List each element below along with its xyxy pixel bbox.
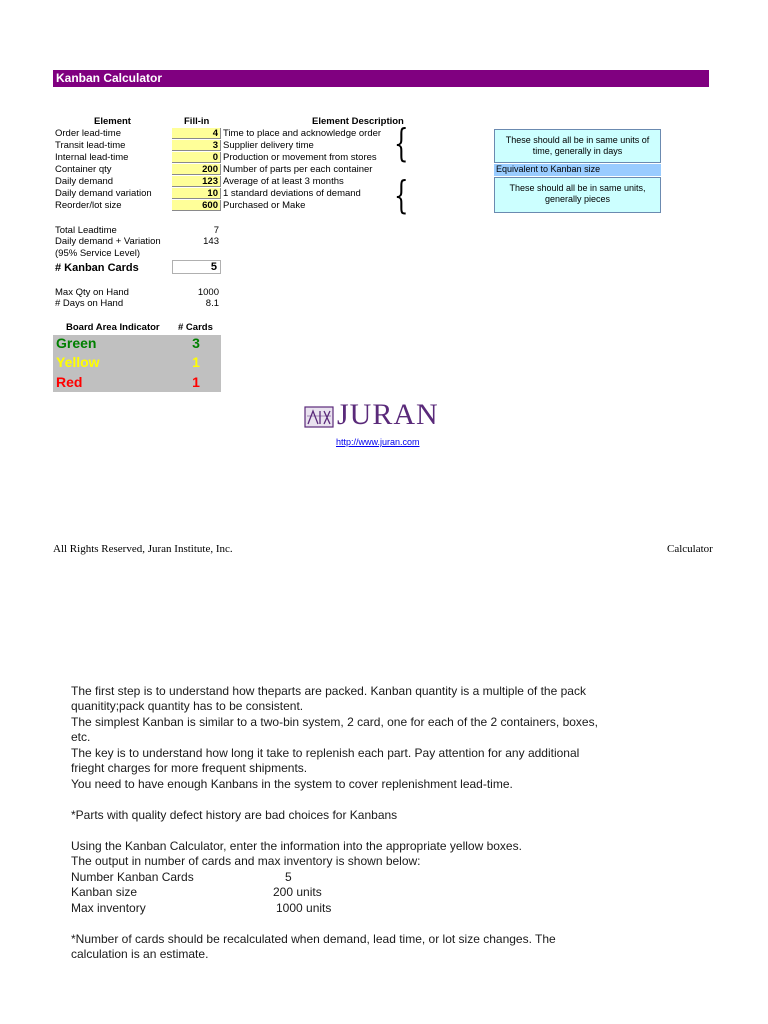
row-label: Container qty	[55, 164, 112, 175]
footer-sheet-name: Calculator	[667, 543, 713, 555]
header-element: Element	[94, 116, 131, 127]
row-label: Transit lead-time	[55, 140, 126, 151]
juran-emblem-icon	[304, 404, 334, 430]
instruction-line: frieght charges for more frequent shipments.	[71, 761, 308, 775]
instruction-note: *Parts with quality defect history are bad choices for Kanbans	[71, 808, 398, 822]
instruction-line: The simplest Kanban is similar to a two-bin system, 2 card, one for each of the 2 containers, boxes,	[71, 715, 598, 729]
ddv-label: Daily demand + Variation	[55, 236, 161, 247]
brace-time-group: {	[394, 121, 409, 165]
note-time-units: These should all be in same units of time, generally in days	[494, 129, 661, 163]
header-fillin: Fill-in	[184, 116, 210, 127]
note-equivalent: Equivalent to Kanban size	[494, 164, 661, 176]
juran-logo: JURAN	[337, 398, 439, 431]
row-label: Daily demand variation	[55, 188, 152, 199]
row-description: Number of parts per each container	[223, 164, 373, 175]
summary-label: Number Kanban Cards	[71, 870, 194, 884]
instruction-line: etc.	[71, 730, 91, 744]
instruction-line: Using the Kanban Calculator, enter the information into the appropriate yellow boxes.	[71, 839, 522, 853]
row-description: 1 standard deviations of demand	[223, 188, 361, 199]
instruction-line: calculation is an estimate.	[71, 947, 209, 961]
row-description: Purchased or Make	[223, 200, 306, 211]
instruction-line: The key is to understand how long it take to replenish each part. Pay attention for any additional	[71, 746, 580, 760]
row-description: Supplier delivery time	[223, 140, 314, 151]
fill-in-cell[interactable]: 0	[172, 152, 221, 163]
row-description: Time to place and acknowledge order	[223, 128, 382, 139]
board-label-green: Green	[56, 335, 97, 351]
instruction-line: quanitity;pack quantity has to be consistent.	[71, 699, 304, 713]
fill-in-cell[interactable]: 4	[172, 128, 221, 139]
kanban-cards-value: 5	[172, 260, 221, 274]
instruction-line: You need to have enough Kanbans in the system to cover replenishment lead-time.	[71, 777, 513, 791]
summary-value: 1000 units	[276, 901, 332, 915]
fill-in-cell[interactable]: 600	[172, 200, 221, 211]
board-label-yellow: Yellow	[56, 354, 100, 370]
instruction-line: *Number of cards should be recalculated when demand, lead time, or lot size changes. The	[71, 932, 556, 946]
row-label: Order lead-time	[55, 128, 121, 139]
instruction-line: The first step is to understand how theparts are packed. Kanban quantity is a multiple of the pack	[71, 684, 586, 698]
row-label: Reorder/lot size	[55, 200, 122, 211]
juran-website-link[interactable]: http://www.juran.com	[336, 437, 420, 447]
board-value-green: 3	[192, 335, 200, 351]
days-on-hand-value: 8.1	[205, 298, 219, 309]
service-level-label: (95% Service Level)	[55, 248, 141, 259]
fill-in-cell[interactable]: 10	[172, 188, 221, 199]
row-description: Production or movement from stores	[223, 152, 377, 163]
board-value-red: 1	[192, 374, 200, 390]
max-qty-value: 1000	[197, 287, 219, 298]
days-on-hand-label: # Days on Hand	[55, 298, 124, 309]
fill-in-cell[interactable]: 123	[172, 176, 221, 187]
instruction-line: The output in number of cards and max inventory is shown below:	[71, 854, 421, 868]
kanban-cards-label: # Kanban Cards	[55, 262, 139, 274]
brace-pieces-group: {	[394, 173, 409, 217]
fill-in-cell[interactable]: 200	[172, 164, 221, 175]
fill-in-cell[interactable]: 3	[172, 140, 221, 151]
page-title: Kanban Calculator	[56, 71, 163, 85]
note-piece-units: These should all be in same units, generally pieces	[494, 177, 661, 213]
row-label: Daily demand	[55, 176, 114, 187]
title-bar	[53, 70, 709, 87]
board-label-red: Red	[56, 374, 83, 390]
total-leadtime-value: 7	[213, 225, 219, 236]
board-indicator-header: Board Area Indicator	[66, 322, 160, 333]
footer-copyright: All Rights Reserved, Juran Institute, Inc.	[53, 543, 233, 555]
summary-value: 200 units	[273, 885, 322, 899]
board-cards-header: # Cards	[178, 322, 213, 333]
max-qty-label: Max Qty on Hand	[55, 287, 129, 298]
row-label: Internal lead-time	[55, 152, 129, 163]
header-description: Element Description	[312, 116, 404, 127]
summary-value: 5	[285, 870, 292, 884]
total-leadtime-label: Total Leadtime	[55, 225, 117, 236]
row-description: Average of at least 3 months	[223, 176, 344, 187]
ddv-value: 143	[203, 236, 219, 247]
summary-label: Kanban size	[71, 885, 138, 899]
board-value-yellow: 1	[192, 354, 200, 370]
summary-label: Max inventory	[71, 901, 146, 915]
